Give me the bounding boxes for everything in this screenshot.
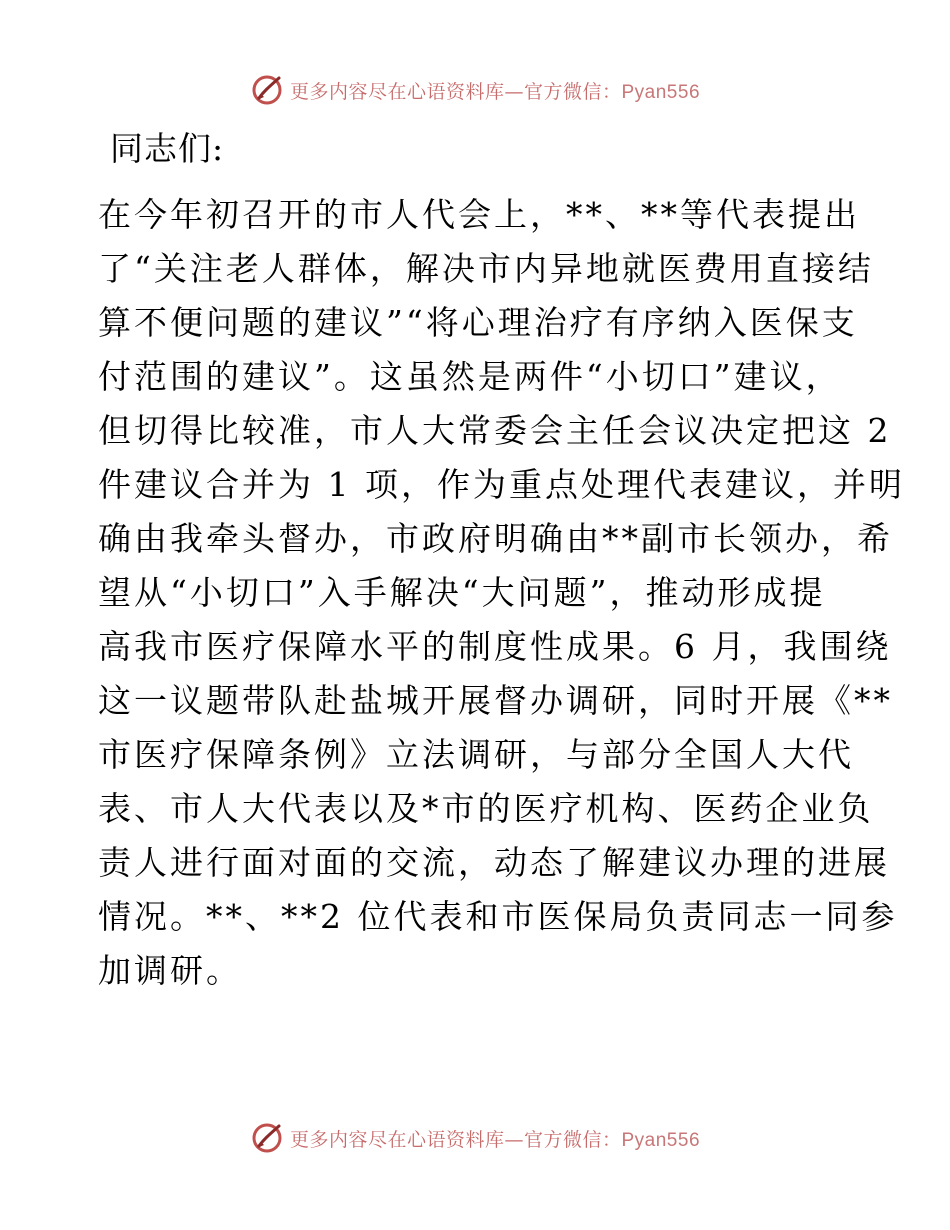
paragraph-line: 责人进行面对面的交流，动态了解建议办理的进展 [98, 843, 890, 882]
watermark-text: 更多内容尽在心语资料库—官方微信：Pyan556 [289, 80, 701, 103]
document-body [98, 124, 905, 998]
paragraph-line: 付范围的建议”。这虽然是两件“小切口”建议， [98, 357, 842, 396]
paragraph-line: 了“关注老人群体，解决市内异地就医费用直接结 [98, 249, 874, 288]
paragraph-line: 确由我牵头督办，市政府明确由**副市长领办，希 [98, 519, 893, 558]
watermark-text: 更多内容尽在心语资料库—官方微信：Pyan556 [289, 1128, 701, 1151]
paragraph-line: 算不便问题的建议”“将心理治疗有序纳入医保支 [98, 303, 858, 342]
header-watermark [0, 68, 950, 112]
brush-logo-icon [250, 73, 284, 107]
paragraph-line: 市医疗保障条例》立法调研，与部分全国人大代 [98, 735, 854, 774]
paragraph-line: 加调研。 [98, 951, 242, 990]
body-paragraph [98, 188, 905, 998]
paragraph-line: 情况。**、**2 位代表和市医保局负责同志一同参 [98, 897, 898, 936]
paragraph-line: 望从“小切口”入手解决“大问题”，推动形成提 [98, 573, 826, 612]
paragraph-line: 但切得比较准，市人大常委会主任会议决定把这 2 [98, 411, 892, 450]
paragraph-line: 这一议题带队赴盐城开展督办调研，同时开展《** [98, 681, 893, 720]
paragraph-line: 在今年初召开的市人代会上，**、**等代表提出 [98, 195, 860, 234]
salutation: 同志们: [110, 129, 225, 168]
paragraph-line: 件建议合并为 1 项，作为重点处理代表建议，并明 [98, 465, 905, 504]
brush-logo-icon [250, 1121, 284, 1155]
footer-watermark [0, 1116, 950, 1160]
paragraph-line: 表、市人大代表以及*市的医疗机构、医药企业负 [98, 789, 874, 828]
paragraph-line: 高我市医疗保障水平的制度性成果。6 月，我围绕 [98, 627, 892, 666]
